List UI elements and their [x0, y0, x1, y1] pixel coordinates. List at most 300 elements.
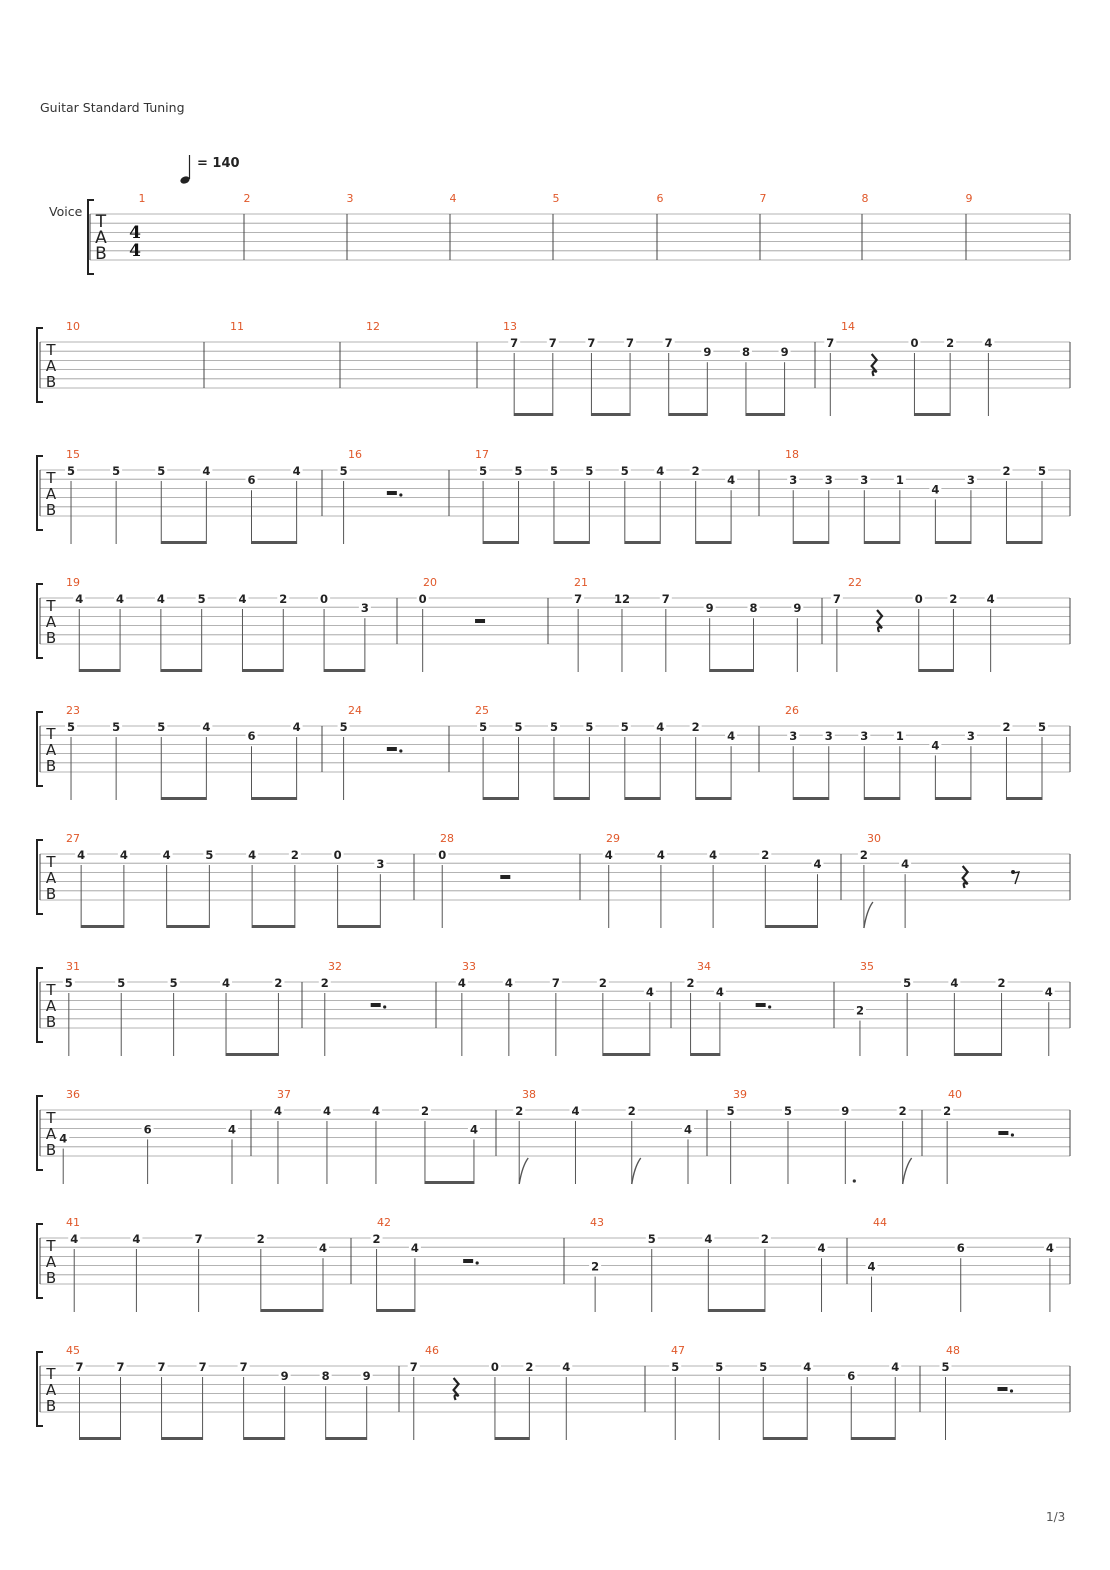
measure-number: 11 — [230, 320, 244, 333]
tab-system — [37, 1216, 1070, 1312]
note-beam — [603, 1053, 650, 1056]
eighth-rest — [1013, 872, 1019, 884]
fret-number: 5 — [585, 464, 594, 478]
fret-number: 4 — [457, 976, 466, 990]
fret-number: 3 — [360, 601, 369, 616]
fret-number: 7 — [587, 336, 596, 350]
fret-number: 5 — [620, 464, 629, 478]
rest-dot — [476, 1261, 479, 1264]
fret-number: 4 — [202, 720, 211, 734]
note-beam — [162, 1437, 203, 1440]
fret-number: 7 — [409, 1360, 418, 1374]
fret-number: 2 — [279, 592, 288, 606]
note-beam — [708, 1309, 765, 1312]
note-beam — [226, 1053, 278, 1056]
measure-number: 6 — [656, 192, 664, 205]
note-beam — [1006, 797, 1042, 800]
measure-number: 26 — [785, 704, 799, 717]
measure-number: 40 — [948, 1088, 962, 1101]
fret-number: 9 — [841, 1104, 850, 1118]
note-beam — [710, 669, 754, 672]
fret-number: 4 — [119, 848, 128, 862]
note-beam — [625, 797, 660, 800]
tab-clef-letter: A — [45, 357, 57, 375]
note-beam — [483, 797, 518, 800]
measure-number: 42 — [377, 1216, 391, 1229]
fret-number: 12 — [613, 592, 630, 606]
fret-number: 5 — [1038, 720, 1047, 734]
half-rest — [756, 1003, 766, 1007]
fret-number: 4 — [931, 482, 940, 497]
note-beam — [79, 669, 120, 672]
measure-number: 34 — [697, 960, 711, 973]
fret-number: 4 — [715, 985, 724, 1000]
note-beam — [161, 669, 202, 672]
fret-number: 7 — [574, 592, 583, 606]
note-beam — [935, 797, 971, 800]
measure-number: 8 — [861, 192, 869, 205]
note-beam — [244, 1437, 285, 1440]
note-beam — [935, 541, 971, 544]
rest-dot — [1011, 1133, 1014, 1136]
measure-number: 24 — [348, 704, 362, 717]
tab-system — [37, 704, 1070, 800]
fret-number: 2 — [372, 1232, 381, 1246]
fret-number: 2 — [691, 464, 700, 478]
measure-number: 18 — [785, 448, 799, 461]
tab-clef-letter: A — [95, 228, 107, 248]
measure-number: 25 — [475, 704, 489, 717]
measure-number: 14 — [841, 320, 855, 333]
tempo-value: = 140 — [197, 156, 240, 171]
fret-number: 5 — [514, 720, 523, 734]
note-beam — [591, 413, 630, 416]
fret-number: 2 — [943, 1104, 952, 1118]
measure-number: 44 — [873, 1216, 887, 1229]
fret-number: 2 — [859, 848, 868, 862]
tab-clef-letter: T — [46, 1109, 56, 1127]
tab-system — [37, 448, 1070, 544]
fret-number: 3 — [789, 729, 798, 744]
half-rest — [475, 619, 485, 623]
tab-clef-letter: A — [45, 1253, 57, 1271]
note-beam — [81, 925, 124, 928]
fret-number: 4 — [656, 848, 665, 862]
fret-number: 4 — [656, 464, 665, 478]
measure-number: 39 — [733, 1088, 747, 1101]
measure-number: 20 — [423, 576, 437, 589]
note-flag — [632, 1158, 641, 1184]
measure-number: 28 — [440, 832, 454, 845]
rest-dot — [399, 749, 402, 752]
fret-number: 5 — [479, 464, 488, 478]
measure-number: 38 — [522, 1088, 536, 1101]
fret-number: 5 — [157, 720, 166, 734]
fret-number: 5 — [783, 1104, 792, 1118]
fret-number: 4 — [371, 1104, 380, 1118]
measure-number: 16 — [348, 448, 362, 461]
tab-clef-letter: B — [45, 757, 57, 775]
fret-number: 6 — [247, 729, 256, 744]
fret-number: 4 — [59, 1131, 68, 1146]
fret-number: 5 — [197, 592, 206, 606]
tab-system — [37, 960, 1070, 1056]
fret-number: 5 — [903, 976, 912, 990]
note-beam — [793, 797, 829, 800]
fret-number: 2 — [946, 336, 955, 350]
tab-clef-letter: B — [45, 1013, 57, 1031]
fret-number: 4 — [156, 592, 165, 606]
fret-number: 2 — [949, 592, 958, 606]
note-beam — [851, 1437, 895, 1440]
note-beam — [377, 1309, 415, 1312]
note-beam — [425, 1181, 474, 1184]
fret-number: 4 — [931, 738, 940, 753]
fret-number: 5 — [726, 1104, 735, 1118]
note-beam — [669, 413, 708, 416]
fret-number: 4 — [817, 1241, 826, 1256]
fret-number: 6 — [847, 1369, 856, 1384]
fret-number: 5 — [549, 464, 558, 478]
tab-system — [37, 320, 1070, 416]
fret-number: 6 — [247, 473, 256, 488]
tab-system — [37, 576, 1070, 672]
measure-number: 37 — [277, 1088, 291, 1101]
fret-number: 5 — [67, 464, 76, 478]
measure-number: 33 — [462, 960, 476, 973]
note-beam — [161, 541, 206, 544]
fret-number: 2 — [598, 976, 607, 990]
measure-number: 35 — [860, 960, 874, 973]
duration-dot — [853, 1179, 856, 1182]
fret-number: 0 — [418, 592, 427, 606]
fret-number: 2 — [1002, 464, 1011, 478]
fret-number: 3 — [376, 857, 385, 872]
fret-number: 7 — [194, 1232, 203, 1246]
time-signature-bottom: 4 — [129, 241, 141, 261]
half-rest — [371, 1003, 381, 1007]
measure-number: 29 — [606, 832, 620, 845]
measure-number: 21 — [574, 576, 588, 589]
note-beam — [1006, 541, 1042, 544]
fret-number: 5 — [1038, 464, 1047, 478]
track-name: Voice — [49, 204, 83, 219]
fret-number: 1 — [895, 729, 904, 744]
fret-number: 3 — [966, 729, 975, 744]
fret-number: 3 — [966, 473, 975, 488]
tab-clef-letter: T — [46, 469, 56, 487]
fret-number: 4 — [656, 720, 665, 734]
tab-clef-letter: B — [45, 1269, 57, 1287]
system-bracket — [88, 200, 94, 274]
note-beam — [514, 413, 553, 416]
fret-number: 4 — [469, 1122, 478, 1137]
fret-number: 4 — [70, 1232, 79, 1246]
measure-number: 23 — [66, 704, 80, 717]
tab-clef-letter: B — [95, 244, 107, 264]
fret-number: 4 — [645, 985, 654, 1000]
note-beam — [763, 1437, 807, 1440]
fret-number: 4 — [75, 592, 84, 606]
tab-clef-letter: A — [45, 997, 57, 1015]
fret-number: 9 — [362, 1369, 371, 1384]
measure-number: 9 — [965, 192, 973, 205]
page-number: 1/3 — [1046, 1510, 1066, 1524]
fret-number: 7 — [198, 1360, 207, 1374]
tab-clef-letter: T — [46, 725, 56, 743]
tab-system — [37, 1344, 1070, 1440]
half-rest — [500, 875, 510, 879]
quarter-rest — [963, 866, 968, 888]
fret-number: 4 — [803, 1360, 812, 1374]
fret-number: 3 — [860, 729, 869, 744]
tab-system — [37, 832, 1070, 928]
fret-number: 4 — [891, 1360, 900, 1374]
note-beam — [324, 669, 365, 672]
note-beam — [554, 797, 589, 800]
measure-number: 2 — [243, 192, 251, 205]
fret-number: 7 — [626, 336, 635, 350]
fret-number: 5 — [117, 976, 126, 990]
tab-clef-letter: T — [95, 212, 107, 232]
tab-clef-letter: B — [45, 629, 57, 647]
measure-number: 22 — [848, 576, 862, 589]
fret-number: 4 — [604, 848, 613, 862]
note-flag — [903, 1158, 912, 1184]
tab-clef-letter: T — [46, 597, 56, 615]
measure-number: 45 — [66, 1344, 80, 1357]
note-beam — [625, 541, 660, 544]
fret-number: 7 — [157, 1360, 166, 1374]
measure-number: 4 — [449, 192, 457, 205]
fret-number: 4 — [727, 729, 736, 744]
half-rest — [998, 1131, 1008, 1135]
fret-number: 4 — [504, 976, 513, 990]
note-beam — [691, 1053, 720, 1056]
tab-clef-letter: A — [45, 613, 57, 631]
tab-clef-letter: B — [45, 1141, 57, 1159]
fret-number: 7 — [551, 976, 560, 990]
tab-system — [88, 192, 1070, 274]
fret-number: 4 — [571, 1104, 580, 1118]
fret-number: 3 — [824, 729, 833, 744]
fret-number: 4 — [228, 1122, 237, 1137]
measure-number: 46 — [425, 1344, 439, 1357]
note-flag — [864, 902, 873, 928]
note-beam — [765, 925, 817, 928]
fret-number: 7 — [664, 336, 673, 350]
note-beam — [554, 541, 589, 544]
fret-number: 2 — [525, 1360, 534, 1374]
fret-number: 5 — [157, 464, 166, 478]
fret-number: 5 — [112, 464, 121, 478]
fret-number: 4 — [950, 976, 959, 990]
fret-number: 4 — [813, 857, 822, 872]
rest-dot — [399, 493, 402, 496]
measure-number: 10 — [66, 320, 80, 333]
note-beam — [483, 541, 518, 544]
tab-clef-letter: T — [46, 341, 56, 359]
note-beam — [252, 797, 297, 800]
measure-number: 3 — [346, 192, 354, 205]
fret-number: 4 — [867, 1259, 876, 1274]
fret-number: 8 — [749, 601, 758, 616]
measure-number: 17 — [475, 448, 489, 461]
fret-number: 4 — [986, 592, 995, 606]
fret-number: 3 — [860, 473, 869, 488]
fret-number: 2 — [320, 976, 329, 990]
note-beam — [954, 1053, 1001, 1056]
tab-clef-letter: B — [45, 501, 57, 519]
fret-number: 9 — [780, 345, 789, 360]
fret-number: 8 — [321, 1369, 330, 1384]
measure-number: 5 — [552, 192, 560, 205]
note-beam — [167, 925, 210, 928]
fret-number: 2 — [855, 1003, 864, 1018]
rest-dot — [768, 1005, 771, 1008]
half-rest — [998, 1387, 1008, 1391]
tab-clef-letter: A — [45, 485, 57, 503]
fret-number: 2 — [256, 1232, 265, 1246]
fret-number: 7 — [116, 1360, 125, 1374]
fret-number: 7 — [548, 336, 557, 350]
fret-number: 5 — [479, 720, 488, 734]
fret-number: 0 — [438, 848, 447, 862]
fret-number: 5 — [112, 720, 121, 734]
note-beam — [864, 797, 900, 800]
fret-number: 4 — [222, 976, 231, 990]
fret-number: 4 — [319, 1241, 328, 1256]
fret-number: 5 — [549, 720, 558, 734]
measure-number: 13 — [503, 320, 517, 333]
fret-number: 2 — [761, 848, 770, 862]
fret-number: 0 — [333, 848, 342, 862]
fret-number: 4 — [248, 848, 257, 862]
fret-number: 5 — [169, 976, 178, 990]
fret-number: 7 — [75, 1360, 84, 1374]
fret-number: 5 — [64, 976, 73, 990]
half-rest — [387, 747, 397, 751]
fret-number: 2 — [691, 720, 700, 734]
fret-number: 4 — [238, 592, 247, 606]
fret-number: 4 — [727, 473, 736, 488]
fret-number: 4 — [202, 464, 211, 478]
fret-number: 4 — [77, 848, 86, 862]
measure-number: 12 — [366, 320, 380, 333]
measure-number: 48 — [946, 1344, 960, 1357]
fret-number: 4 — [322, 1104, 331, 1118]
fret-number: 9 — [793, 601, 802, 616]
fret-number: 0 — [914, 592, 923, 606]
fret-number: 2 — [1002, 720, 1011, 734]
measure-number: 15 — [66, 448, 80, 461]
note-beam — [252, 541, 297, 544]
fret-number: 5 — [205, 848, 214, 862]
fret-number: 0 — [320, 592, 329, 606]
tab-system — [37, 1088, 1070, 1184]
fret-number: 4 — [684, 1122, 693, 1137]
fret-number: 0 — [490, 1360, 499, 1374]
measure-number: 31 — [66, 960, 80, 973]
tab-clef-letter: A — [45, 1381, 57, 1399]
note-flag — [519, 1158, 528, 1184]
tab-clef-letter: T — [46, 1365, 56, 1383]
fret-number: 2 — [515, 1104, 524, 1118]
fret-number: 4 — [704, 1232, 713, 1246]
note-beam — [261, 1309, 323, 1312]
fret-number: 2 — [420, 1104, 429, 1118]
fret-number: 4 — [292, 720, 301, 734]
fret-number: 4 — [292, 464, 301, 478]
fret-number: 5 — [941, 1360, 950, 1374]
quarter-rest — [877, 610, 882, 632]
tab-clef-letter: A — [45, 1125, 57, 1143]
measure-number: 27 — [66, 832, 80, 845]
note-beam — [793, 541, 829, 544]
fret-number: 5 — [647, 1232, 656, 1246]
measure-number: 41 — [66, 1216, 80, 1229]
note-beam — [252, 925, 295, 928]
fret-number: 9 — [280, 1369, 289, 1384]
fret-number: 9 — [703, 345, 712, 360]
fret-number: 2 — [760, 1232, 769, 1246]
note-beam — [696, 797, 731, 800]
rest-dot — [383, 1005, 386, 1008]
fret-number: 5 — [339, 720, 348, 734]
fret-number: 4 — [901, 857, 910, 872]
note-beam — [161, 797, 206, 800]
fret-number: 4 — [562, 1360, 571, 1374]
tab-clef-letter: T — [46, 853, 56, 871]
note-beam — [696, 541, 731, 544]
fret-number: 5 — [671, 1360, 680, 1374]
fret-number: 1 — [895, 473, 904, 488]
fret-number: 8 — [741, 345, 750, 360]
fret-number: 2 — [591, 1259, 600, 1274]
measure-number: 43 — [590, 1216, 604, 1229]
tab-clef-letter: A — [45, 741, 57, 759]
fret-number: 3 — [824, 473, 833, 488]
half-rest — [463, 1259, 473, 1263]
fret-number: 2 — [274, 976, 283, 990]
fret-number: 3 — [789, 473, 798, 488]
measure-number: 36 — [66, 1088, 80, 1101]
measure-number: 30 — [867, 832, 881, 845]
fret-number: 4 — [116, 592, 125, 606]
fret-number: 5 — [715, 1360, 724, 1374]
note-beam — [914, 413, 950, 416]
fret-number: 9 — [705, 601, 714, 616]
tab-clef-letter: B — [45, 373, 57, 391]
fret-number: 2 — [686, 976, 695, 990]
fret-number: 6 — [143, 1122, 152, 1137]
measure-number: 1 — [138, 192, 146, 205]
fret-number: 2 — [290, 848, 299, 862]
fret-number: 7 — [826, 336, 835, 350]
fret-number: 7 — [832, 592, 841, 606]
tab-clef-letter: B — [45, 1397, 57, 1415]
fret-number: 4 — [162, 848, 171, 862]
tab-clef-letter: A — [45, 869, 57, 887]
fret-number: 4 — [984, 336, 993, 350]
measure-number: 19 — [66, 576, 80, 589]
fret-number: 4 — [410, 1241, 419, 1256]
fret-number: 4 — [1044, 985, 1053, 1000]
fret-number: 5 — [514, 464, 523, 478]
measure-number: 7 — [759, 192, 767, 205]
fret-number: 2 — [898, 1104, 907, 1118]
tab-clef-letter: T — [46, 1237, 56, 1255]
